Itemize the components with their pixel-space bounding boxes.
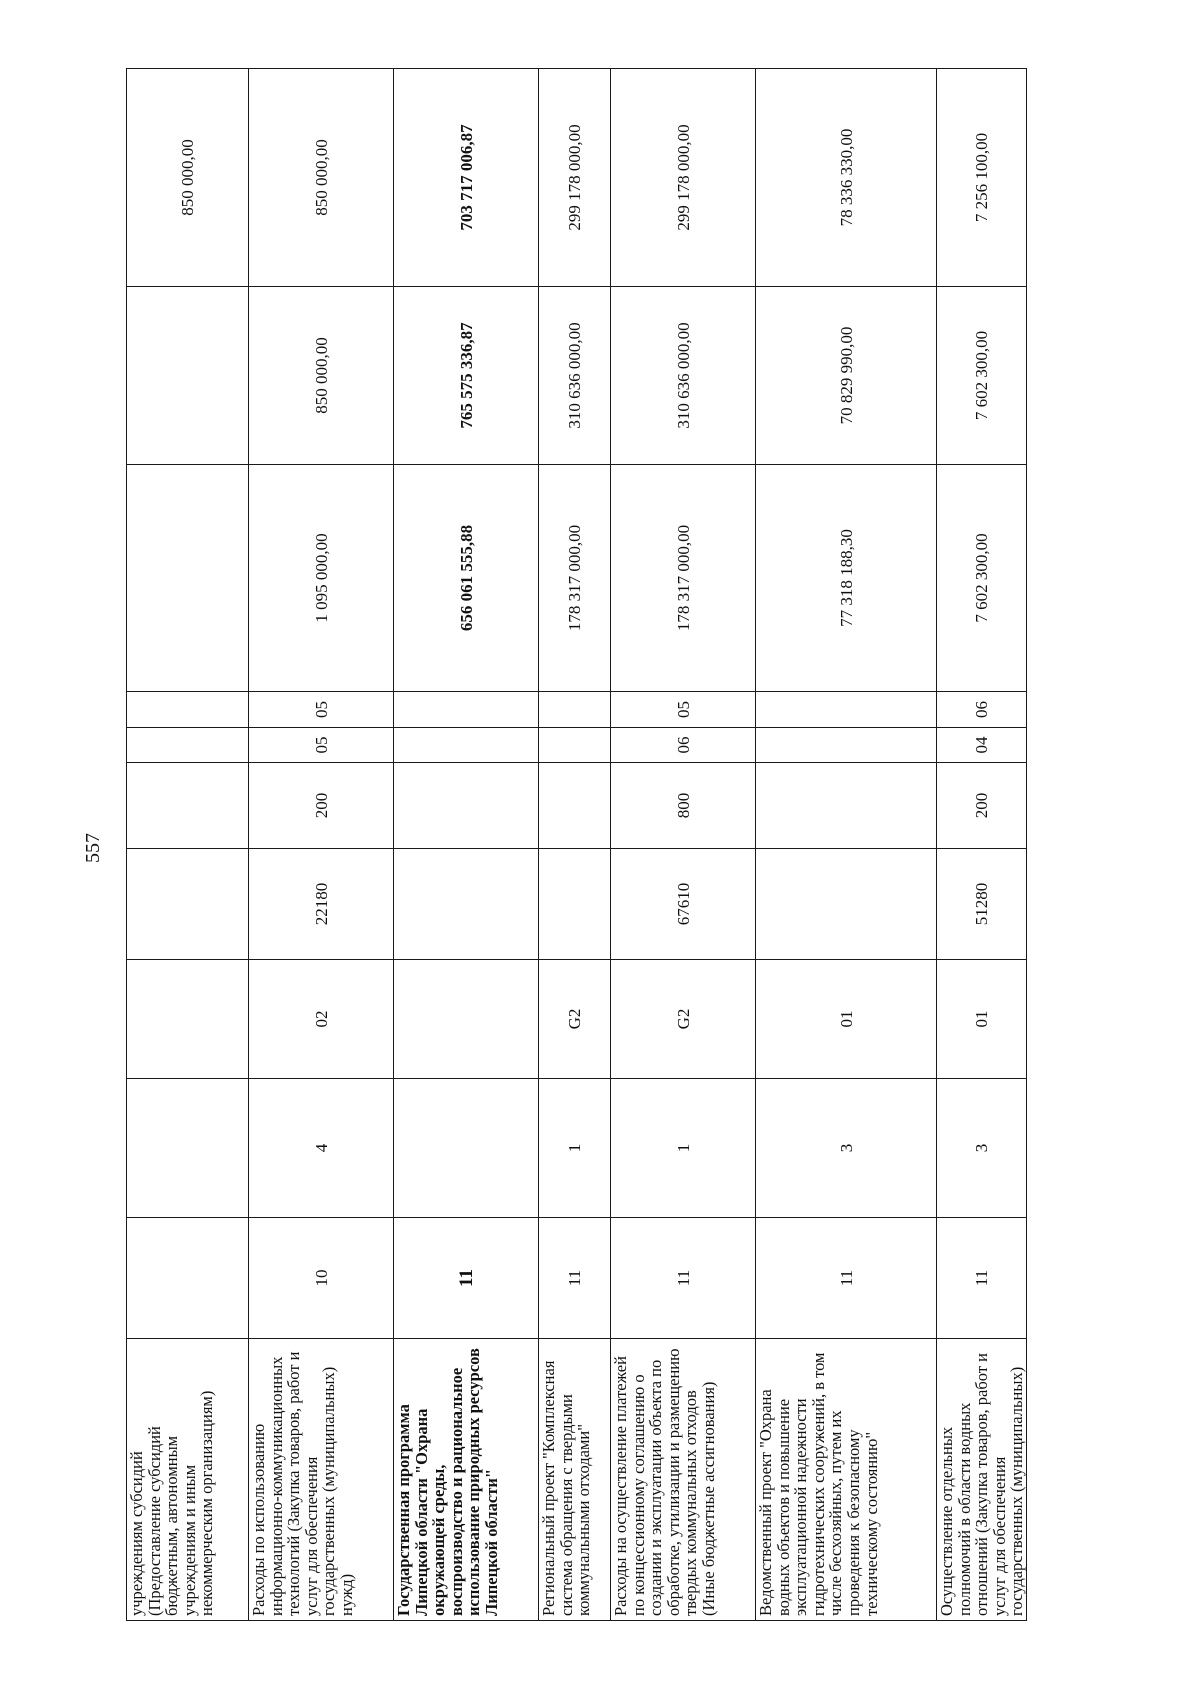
cell-pp — [127, 1079, 249, 1218]
cell-pp: 1 — [539, 1079, 611, 1218]
cell-vr — [127, 763, 249, 849]
cell-om: 02 — [249, 960, 394, 1079]
cell-sum-1: 178 317 000,00 — [611, 465, 756, 692]
cell-pp: 3 — [937, 1079, 1027, 1218]
cell-sum-3: 703 717 006,87 — [394, 69, 539, 287]
cell-gp — [127, 1218, 249, 1339]
cell-om — [394, 960, 539, 1079]
cell-sum-1: 1 095 000,00 — [249, 465, 394, 692]
cell-om: 01 — [756, 960, 937, 1079]
table-row — [249, 69, 394, 1621]
cell-rz: 04 — [937, 728, 1027, 763]
cell-om — [127, 960, 249, 1079]
table-row — [127, 69, 249, 1621]
cell-rz: 06 — [611, 728, 756, 763]
row-name: Расходы на осуществление платежей по концессионному соглашению о создании и эксплуатации объекта по обработке, утилизации и размещению твердых коммунальных отходов (Иные бюджетные ассигнования) — [611, 1339, 756, 1621]
cell-vr — [539, 763, 611, 849]
cell-vr — [394, 763, 539, 849]
cell-pr: 06 — [937, 692, 1027, 728]
cell-rz — [394, 728, 539, 763]
cell-sum-3: 78 336 330,00 — [756, 69, 937, 287]
row-name: Осуществление отдельных полномочий в области водных отношений (Закупка товаров, работ и услуг для обеспечения государственных (муниципальных) — [937, 1339, 1027, 1621]
cell-vr: 200 — [937, 763, 1027, 849]
table-row — [756, 69, 937, 1621]
table-row — [539, 69, 611, 1621]
cell-vr: 200 — [249, 763, 394, 849]
cell-sum-2: 7 602 300,00 — [937, 287, 1027, 465]
table-row — [937, 69, 1027, 1621]
cell-dir — [127, 849, 249, 960]
cell-sum-3: 299 178 000,00 — [539, 69, 611, 287]
cell-rz — [756, 728, 937, 763]
cell-gp: 11 — [756, 1218, 937, 1339]
cell-pp: 3 — [756, 1079, 937, 1218]
cell-sum-1: 7 602 300,00 — [937, 465, 1027, 692]
cell-dir — [756, 849, 937, 960]
cell-gp: 11 — [937, 1218, 1027, 1339]
cell-vr — [756, 763, 937, 849]
cell-rz — [127, 728, 249, 763]
table-row — [394, 69, 539, 1621]
cell-pr — [127, 692, 249, 728]
page-number: 557 — [82, 833, 104, 863]
cell-pr: 05 — [611, 692, 756, 728]
cell-sum-2 — [127, 287, 249, 465]
cell-dir — [539, 849, 611, 960]
cell-sum-1: 178 317 000,00 — [539, 465, 611, 692]
cell-dir: 67610 — [611, 849, 756, 960]
cell-pp: 4 — [249, 1079, 394, 1218]
cell-pr — [756, 692, 937, 728]
rotated-table-container — [126, 69, 1027, 1621]
cell-sum-2: 850 000,00 — [249, 287, 394, 465]
cell-sum-2: 765 575 336,87 — [394, 287, 539, 465]
table-row — [611, 69, 756, 1621]
cell-sum-2: 70 829 990,00 — [756, 287, 937, 465]
cell-sum-1 — [127, 465, 249, 692]
cell-gp: 11 — [539, 1218, 611, 1339]
cell-sum-1: 656 061 555,88 — [394, 465, 539, 692]
cell-pr — [394, 692, 539, 728]
cell-dir: 51280 — [937, 849, 1027, 960]
cell-gp: 10 — [249, 1218, 394, 1339]
cell-sum-3: 7 256 100,00 — [937, 69, 1027, 287]
cell-gp: 11 — [394, 1218, 539, 1339]
cell-sum-3: 850 000,00 — [249, 69, 394, 287]
row-name: Государственная программа Липецкой области "Охрана окружающей среды, воспроизводство и рациональное использование природных ресурсов Липецкой области" — [394, 1339, 539, 1621]
row-name: Региональный проект "Комплексная система обращения с твердыми коммунальными отходами" — [539, 1339, 611, 1621]
row-name: Расходы по использованию информационно-коммуникационных технологий (Закупка товаров, работ и услуг для обеспечения государственных (муниципальных) нужд) — [249, 1339, 394, 1621]
row-name: учреждениям субсидий (Предоставление субсидий бюджетным, автономным учреждениям и иным некоммерческим организациям) — [127, 1339, 249, 1621]
budget-table — [126, 68, 1027, 1621]
row-name: Ведомственный проект "Охрана водных объектов и повышение эксплуатационной надежности гидротехнических сооружений, в том числе бесхозяйных, путем их проведения к безопасному техническому состоянию" — [756, 1339, 937, 1621]
cell-gp: 11 — [611, 1218, 756, 1339]
cell-rz: 05 — [249, 728, 394, 763]
cell-om: G2 — [611, 960, 756, 1079]
cell-sum-3: 850 000,00 — [127, 69, 249, 287]
cell-sum-2: 310 636 000,00 — [539, 287, 611, 465]
cell-pp: 1 — [611, 1079, 756, 1218]
cell-dir — [394, 849, 539, 960]
cell-rz — [539, 728, 611, 763]
cell-om: G2 — [539, 960, 611, 1079]
cell-om: 01 — [937, 960, 1027, 1079]
cell-sum-1: 77 318 188,30 — [756, 465, 937, 692]
cell-sum-3: 299 178 000,00 — [611, 69, 756, 287]
cell-vr: 800 — [611, 763, 756, 849]
cell-pp — [394, 1079, 539, 1218]
cell-pr: 05 — [249, 692, 394, 728]
cell-sum-2: 310 636 000,00 — [611, 287, 756, 465]
cell-pr — [539, 692, 611, 728]
cell-dir: 22180 — [249, 849, 394, 960]
